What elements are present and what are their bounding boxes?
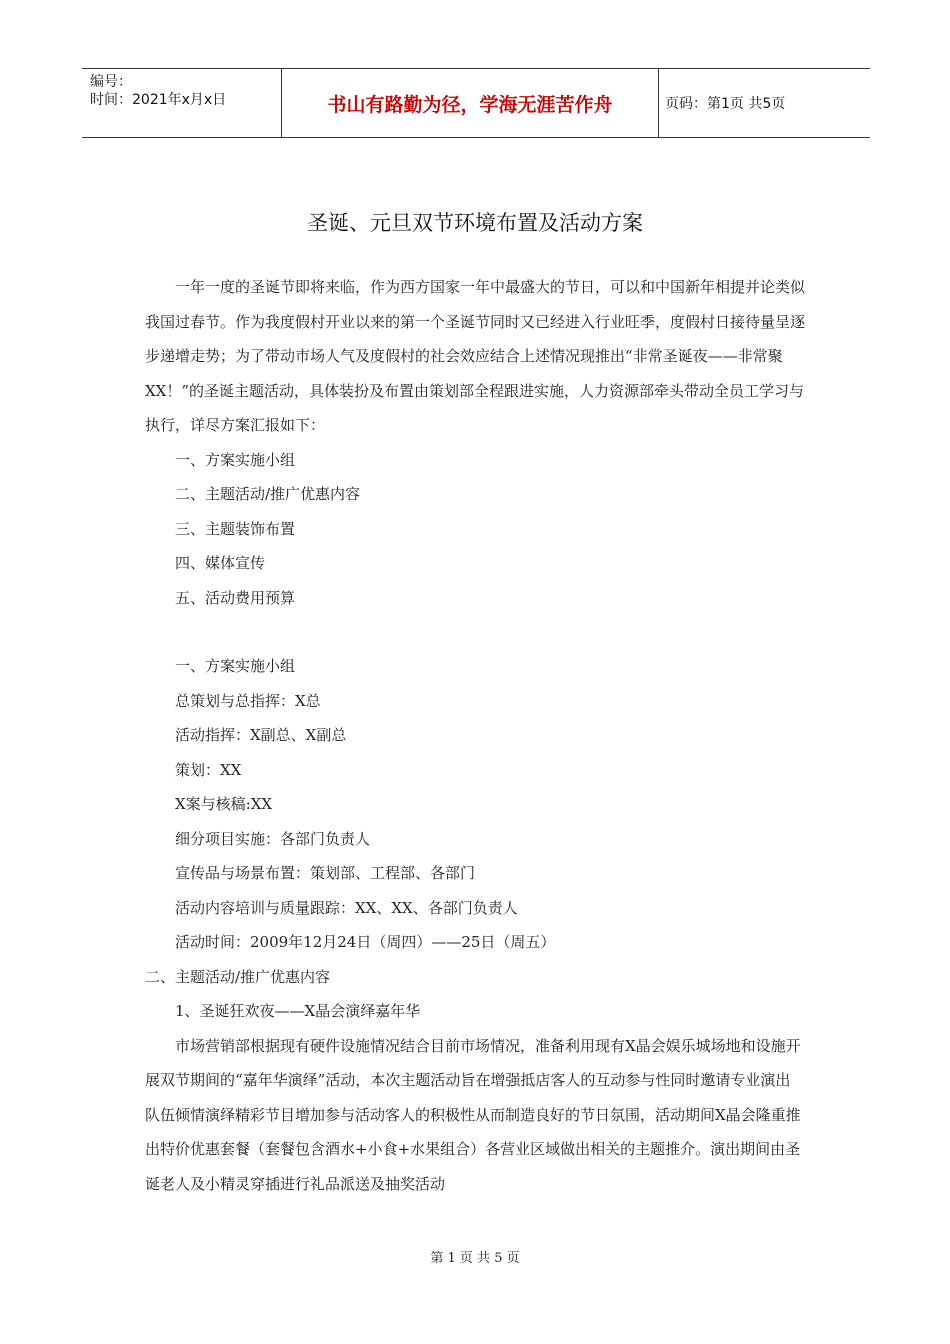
section1-item: X案与核稿:XX — [175, 795, 273, 813]
section1-heading: 一、方案实施小组 — [175, 657, 296, 675]
section1-item: 总策划与总指挥：X总 — [175, 691, 321, 710]
section1-item: 策划：XX — [175, 760, 242, 779]
section2-heading: 二、主题活动/推广优惠内容 — [145, 967, 331, 986]
outline-item: 二、主题活动/推广优惠内容 — [175, 485, 361, 503]
intro-paragraph: 一年一度的圣诞节即将来临，作为西方国家一年中最盛大的节日，可以和中国新年相提并论类似我国过春节。作为我度假村开业以来的第一个圣诞节同时又已经进入行业旺季，度假村日接待量呈逐步递增走势；为了带动市场人气及度假村的社会效应结合上述情况现推出“非常圣诞夜——非常聚XX！”的圣诞主题活动，具体装扮及布置由策划部全程跟进实施，人力资源部牵头带动全员工学习与执行，详尽方案汇报如下： — [145, 278, 806, 434]
document-title: 圣诞、元旦双节环境布置及活动方案 — [307, 211, 643, 235]
header-meta — [90, 73, 226, 109]
outline-item: 三、主题装饰布置 — [175, 519, 296, 538]
section1-item: 活动时间：2009年12月24日（周四）——25日（周五） — [175, 933, 556, 951]
outline-item: 四、媒体宣传 — [175, 554, 266, 572]
document-date-label: 时间：2021年x月x日 — [90, 92, 227, 108]
section1-item: 宣传品与场景布置：策划部、工程部、各部门 — [175, 864, 476, 882]
section1-item: 活动指挥：X副总、X副总 — [175, 726, 347, 744]
header-page-indicator: 页码：第1页 共5页 — [665, 96, 786, 112]
document-number-label: 编号： — [90, 74, 132, 90]
document-body — [145, 270, 805, 1201]
section-spacer — [145, 615, 805, 649]
section2-subheading: 1、圣诞狂欢夜——X晶会演绎嘉年华 — [175, 1002, 421, 1020]
header-motto: 书山有路勤为径，学海无涯苦作舟 — [281, 69, 659, 137]
page-header — [82, 68, 870, 138]
section1-item: 活动内容培训与质量跟踪：XX、XX、各部门负责人 — [175, 898, 518, 917]
outline-item: 一、方案实施小组 — [175, 450, 296, 469]
outline-item: 五、活动费用预算 — [175, 588, 296, 607]
page-footer: 第 1 页 共 5 页 — [430, 1251, 520, 1266]
section1-item: 细分项目实施：各部门负责人 — [175, 829, 371, 848]
section2-paragraph: 市场营销部根据现有硬件设施情况结合目前市场情况，准备利用现有X晶会娱乐城场地和设施开展双节期间的“嘉年华演绎”活动，本次主题活动旨在增强抵店客人的互动参与性同时邀请专业演出队伍倾情演绎精彩节目增加参与活动客人的积极性从而制造良好的节日氛围，活动期间X晶会隆重推出特价优惠套餐（套餐包含酒水+小食+水果组合）各营业区域做出相关的主题推介。演出期间由圣诞老人及小精灵穿插进行礼品派送及抽奖活动 — [145, 1036, 801, 1193]
